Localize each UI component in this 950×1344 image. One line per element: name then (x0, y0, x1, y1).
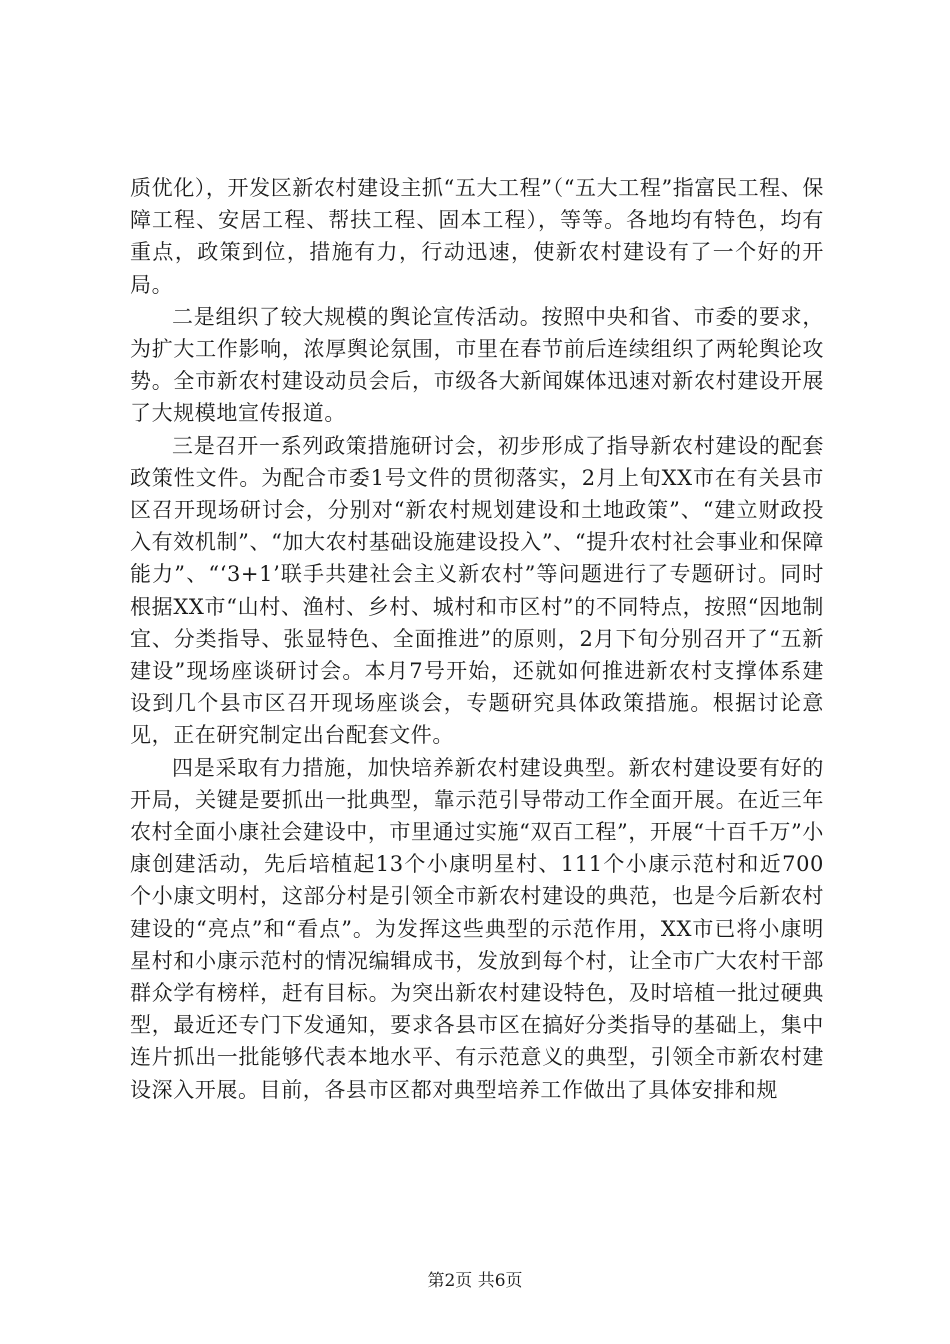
page-number-footer: 第2页 共6页 (427, 1271, 523, 1291)
paragraph-models: 四是采取有力措施，加快培养新农村建设典型。新农村建设要有好的开局，关键是要抓出一批典型，靠示范引导带动工作全面开展。在近三年农村全面小康社会建设中，市里通过实施“双百工程”，开展“十百千万”小康创建活动，先后培植起13个小康明星村、111个小康示范村和近700个小康文明村，这部分村是引领全市新农村建设的典范，也是今后新农村建设的“亮点”和“看点”。为发挥这些典型的示范作用，XX市已将小康明星村和小康示范村的情况编辑成书，发放到每个村，让全市广大农村干部群众学有榜样，赶有目标。为突出新农村建设特色，及时培植一批过硬典型，最近还专门下发通知，要求各县市区在搞好分类指导的基础上，集中连片抓出一批能够代表本地水平、有示范意义的典型，引领全市新农村建设深入开展。目前，各县市区都对典型培养工作做出了具体安排和规 (130, 755, 824, 1102)
paragraph-seminars: 三是召开一系列政策措施研讨会，初步形成了指导新农村建设的配套政策性文件。为配合市委1号文件的贯彻落实，2月上旬XX市在有关县市区召开现场研讨会，分别对“新农村规划建设和土地政策”、“建立财政投入有效机制”、“加大农村基础设施建设投入”、“提升农村社会事业和保障能力”、“‘3+1’联手共建社会主义新农村”等问题进行了专题研讨。同时根据XX市“山村、渔村、乡村、城村和市区村”的不同特点，按照“因地制宜、分类指导、张显特色、全面推进”的原则，2月下旬分别召开了“五新建设”现场座谈研讨会。本月7号开始，还就如何推进新农村支撑体系建设到几个县市区召开现场座谈会，专题研究具体政策措施。根据讨论意见，正在研究制定出台配套文件。 (130, 433, 824, 748)
body-text (130, 172, 824, 1106)
paragraph-publicity: 二是组织了较大规模的舆论宣传活动。按照中央和省、市委的要求，为扩大工作影响，浓厚舆论氛围，市里在春节前后连续组织了两轮舆论攻势。全市新农村建设动员会后，市级各大新闻媒体迅速对新农村建设开展了大规模地宣传报道。 (130, 304, 824, 426)
paragraph-continuation: 质优化），开发区新农村建设主抓“五大工程”（“五大工程”指富民工程、保障工程、安居工程、帮扶工程、固本工程），等等。各地均有特色，均有重点，政策到位，措施有力，行动迅速，使新农村建设有了一个好的开局。 (130, 176, 824, 297)
